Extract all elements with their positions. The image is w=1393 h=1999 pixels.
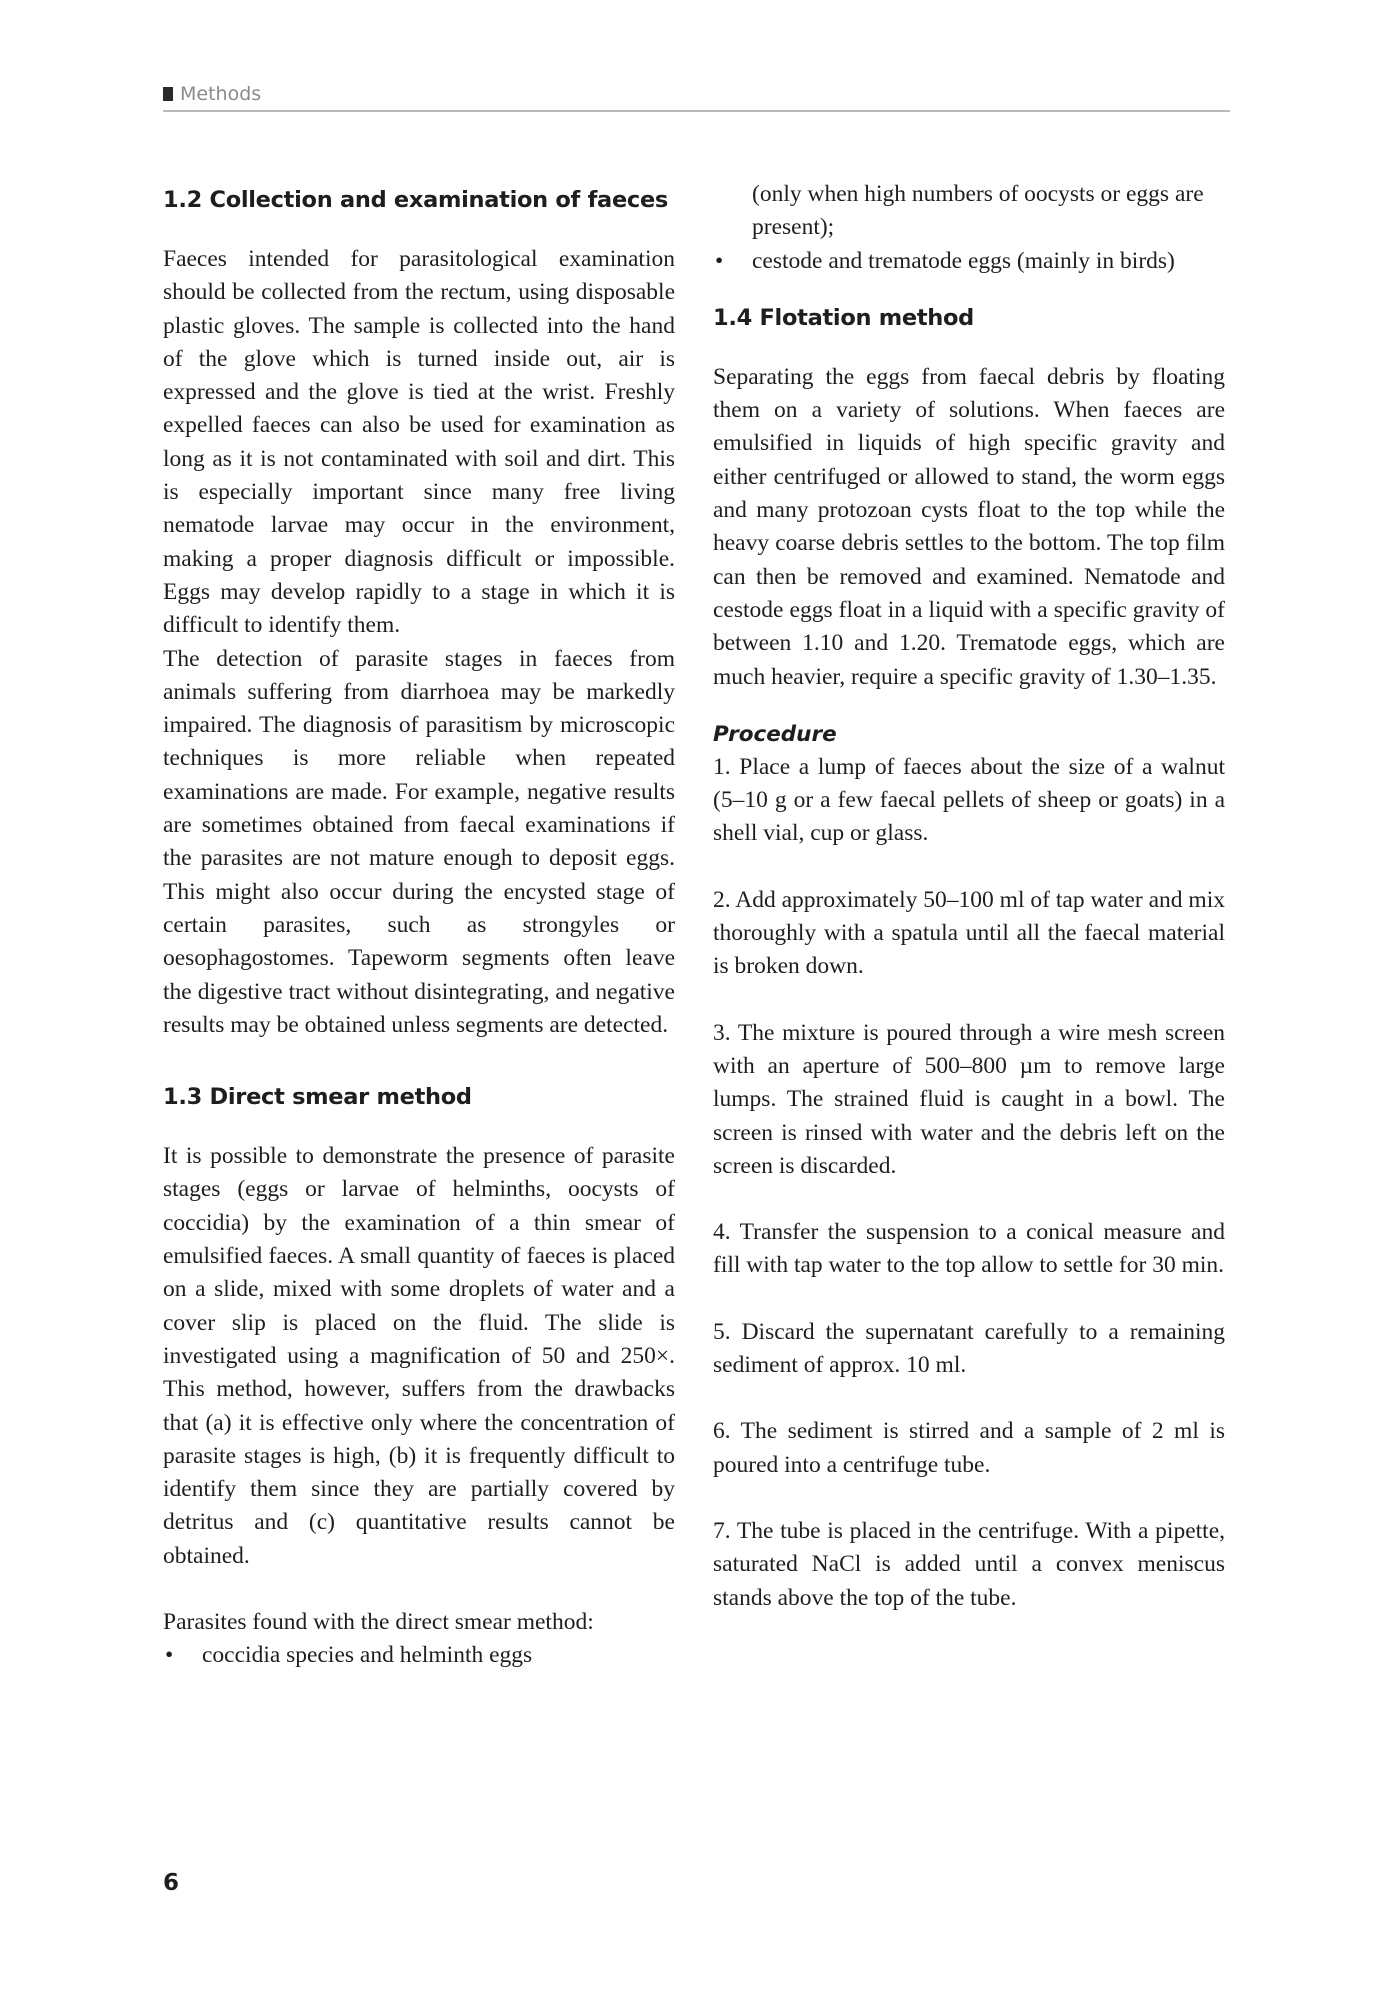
procedure-step-6: 6. The sediment is stirred and a sample of 2 ml is poured into a centrifuge tube. — [713, 1418, 1225, 1478]
list-item-text: coccidia species and helminth eggs — [202, 1642, 533, 1669]
procedure-step-2: 2. Add approximately 50–100 ml of tap water and mix thoroughly with a spatula until all the faecal material is broken down. — [713, 886, 1225, 980]
section-heading-1-3: 1.3 Direct smear method — [163, 1084, 472, 1111]
procedure-step-7: 7. The tube is placed in the centrifuge. With a pipette, saturated NaCl is added until a convex meniscus stands above the top of the tube. — [713, 1517, 1225, 1611]
list-item — [163, 1639, 675, 1672]
running-header — [163, 80, 1230, 112]
paragraph-parasites-found: Parasites found with the direct smear method: — [163, 1608, 594, 1635]
procedure-step-4: 4. Transfer the suspension to a conical measure and fill with tap water to the top allow to settle for 30 min. — [713, 1219, 1225, 1279]
procedure-step-5: 5. Discard the supernatant carefully to a remaining sediment of approx. 10 ml. — [713, 1318, 1225, 1379]
page-number: 6 — [163, 1870, 180, 1896]
paragraph-collection-1: Faeces intended for parasitological examination should be collected from the rectum, using disposable plastic gloves. The sample is collected into the hand of the glove which is turned inside out, air is expressed and the glove is tied at the wrist. Freshly expelled faeces can also be used for examination as long as it is not contaminated with soil and dirt. This is especially important since many free living nematode larvae may occur in the environment, making a proper diagnosis difficult or impossible. Eggs may develop rapidly to a stage in which it is difficult to identify them. — [163, 246, 675, 639]
paragraph-collection-2: The detection of parasite stages in faeces from animals suffering from diarrhoea may be markedly impaired. The diagnosis of parasitism by microscopic techniques is more reliable when repeated examinations are made. For example, negative results are sometimes obtained from faecal examinations if the parasites are not mature enough to deposit eggs. This might also occur during the encysted stage of certain parasites, such as strongyles or oesophagostomes. Tapeworm segments often leave the digestive tract without disintegrating, and negative results may be obtained unless segments are detected. — [163, 645, 675, 1038]
paragraph-flotation: Separating the eggs from faecal debris by floating them on a variety of solutions. When faeces are emulsified in liquids of high specific gravity and either centrifuged or allowed to stand, the worm eggs and many protozoan cysts float to the top while the heavy coarse debris settles to the bottom. The top film can then be removed and examined. Nematode and cestode eggs float in a liquid with a specific gravity of between 1.10 and 1.20. Trematode eggs, which are much heavier, require a specific gravity of 1.30–1.35. — [713, 363, 1225, 690]
right-column — [713, 178, 1225, 1615]
section-marker-icon — [163, 87, 173, 101]
left-column — [163, 178, 675, 1673]
bullet-icon: • — [715, 247, 724, 274]
section-heading-1-4: 1.4 Flotation method — [713, 304, 974, 331]
parasite-list — [163, 1639, 675, 1672]
procedure-step-1: 1. Place a lump of faeces about the size of a walnut (5–10 g or a few faecal pellets of sheep or goats) in a shell vial, cup or glass. — [713, 753, 1225, 847]
list-item — [713, 245, 1225, 278]
running-header-label: Methods — [180, 83, 262, 105]
list-item-text: cestode and trematode eggs (mainly in birds) — [752, 247, 1175, 274]
procedure-heading: Procedure — [713, 721, 837, 747]
paragraph-direct-smear: It is possible to demonstrate the presence of parasite stages (eggs or larvae of helminths, oocysts of coccidia) by the examination of a thin smear of emulsified faeces. A small quantity of faeces is placed on a slide, mixed with some droplets of water and a cover slip is placed on the fluid. The slide is investigated using a magnification of 50 and 250×. This method, however, suffers from the drawbacks that (a) it is effective only where the concentration of parasite stages is high, (b) it is frequently difficult to identify them since they are partially covered by detritus and (c) quantitative results cannot be obtained. — [163, 1143, 675, 1569]
procedure-steps — [713, 751, 1225, 1615]
procedure-step-3: 3. The mixture is poured through a wire mesh screen with an aperture of 500–800 µm to remove large lumps. The strained fluid is caught in a bowl. The screen is rinsed with water and the debris left on the screen is discarded. — [713, 1019, 1225, 1179]
section-heading-1-2: 1.2 Collection and examination of faeces — [163, 187, 668, 213]
list-item-continuation: (only when high numbers of oocysts or eggs are present); — [752, 181, 1204, 241]
parasite-list-continued — [713, 245, 1225, 278]
bullet-icon: • — [165, 1642, 174, 1669]
